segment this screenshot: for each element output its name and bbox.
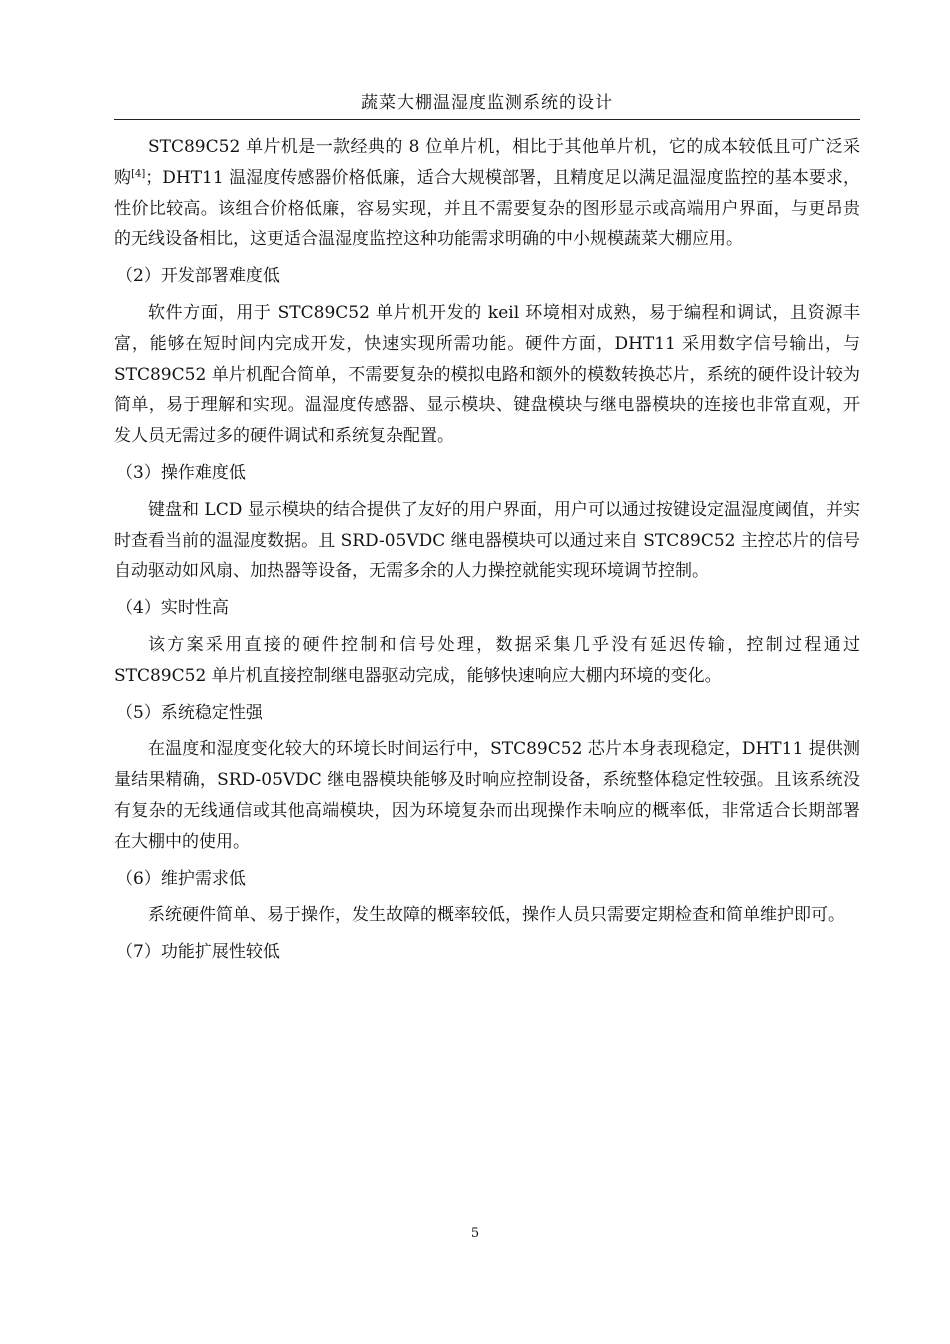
paragraph-maintenance: 系统硬件简单、易于操作，发生故障的概率较低，操作人员只需要定期检查和简单维护即可。 xyxy=(148,905,845,926)
heading-development: （2）开发部署难度低 xyxy=(116,266,280,287)
heading-realtime: （4）实时性高 xyxy=(116,598,229,619)
heading-maintenance: （6）维护需求低 xyxy=(116,868,246,889)
paragraph-operation: 键盘和 LCD 显示模块的结合提供了友好的用户界面，用户可以通过按键设定温湿度阈值，并实时查看当前的温湿度数据。且 SRD-05VDC 继电器模块可以通过来自 STC89C52 主控芯片的信号自动驱动如风扇、加热器等设备，无需多余的人力操控就能实现环境调节控制。 xyxy=(114,499,860,582)
heading-extensibility: （7）功能扩展性较低 xyxy=(116,942,280,963)
page-number: 5 xyxy=(470,1226,480,1241)
document-body xyxy=(114,132,860,974)
citation-ref: [4] xyxy=(131,168,146,180)
paragraph-realtime: 该方案采用直接的硬件控制和信号处理，数据采集几乎没有延迟传输，控制过程通过 STC89C52 单片机直接控制继电器驱动完成，能够快速响应大棚内环境的变化。 xyxy=(114,634,860,686)
paragraph-development: 软件方面，用于 STC89C52 单片机开发的 keil 环境相对成熟，易于编程和调试，且资源丰富，能够在短时间内完成开发，快速实现所需功能。硬件方面，DHT11 采用数字信号输出，与 STC89C52 单片机配合简单，不需要复杂的模拟电路和额外的模数转换芯片，系统的硬件设计较为简单，易于理解和实现。温湿度传感器、显示模块、键盘模块与继电器模块的连接也非常直观，开发人员无需过多的硬件调试和系统复杂配置。 xyxy=(114,302,860,447)
paragraph-cost-text-a: STC89C52 单片机是一款经典的 8 位单片机，相比于其他单片机，它的成本较低且可广泛采购 xyxy=(114,137,860,188)
paragraph-stability: 在温度和湿度变化较大的环境长时间运行中，STC89C52 芯片本身表现稳定，DHT11 提供测量结果精确，SRD-05VDC 继电器模块能够及时响应控制设备，系统整体稳定性较强。且该系统没有复杂的无线通信或其他高端模块，因为环境复杂而出现操作未响应的概率低，非常适合长期部署在大棚中的使用。 xyxy=(114,739,860,852)
heading-stability: （5）系统稳定性强 xyxy=(116,702,263,723)
paragraph-cost xyxy=(114,132,860,255)
header-rule xyxy=(114,119,860,120)
heading-operation: （3）操作难度低 xyxy=(116,462,246,483)
running-header: 蔬菜大棚温湿度监测系统的设计 xyxy=(361,93,613,113)
paragraph-cost-text-b: ；DHT11 温湿度传感器价格低廉，适合大规模部署，且精度足以满足温湿度监控的基本要求，性价比较高。该组合价格低廉，容易实现，并且不需要复杂的图形显示或高端用户界面，与更昂贵的无线设备相比，这更适合温湿度监控这种功能需求明确的中小规模蔬菜大棚应用。 xyxy=(114,167,861,250)
